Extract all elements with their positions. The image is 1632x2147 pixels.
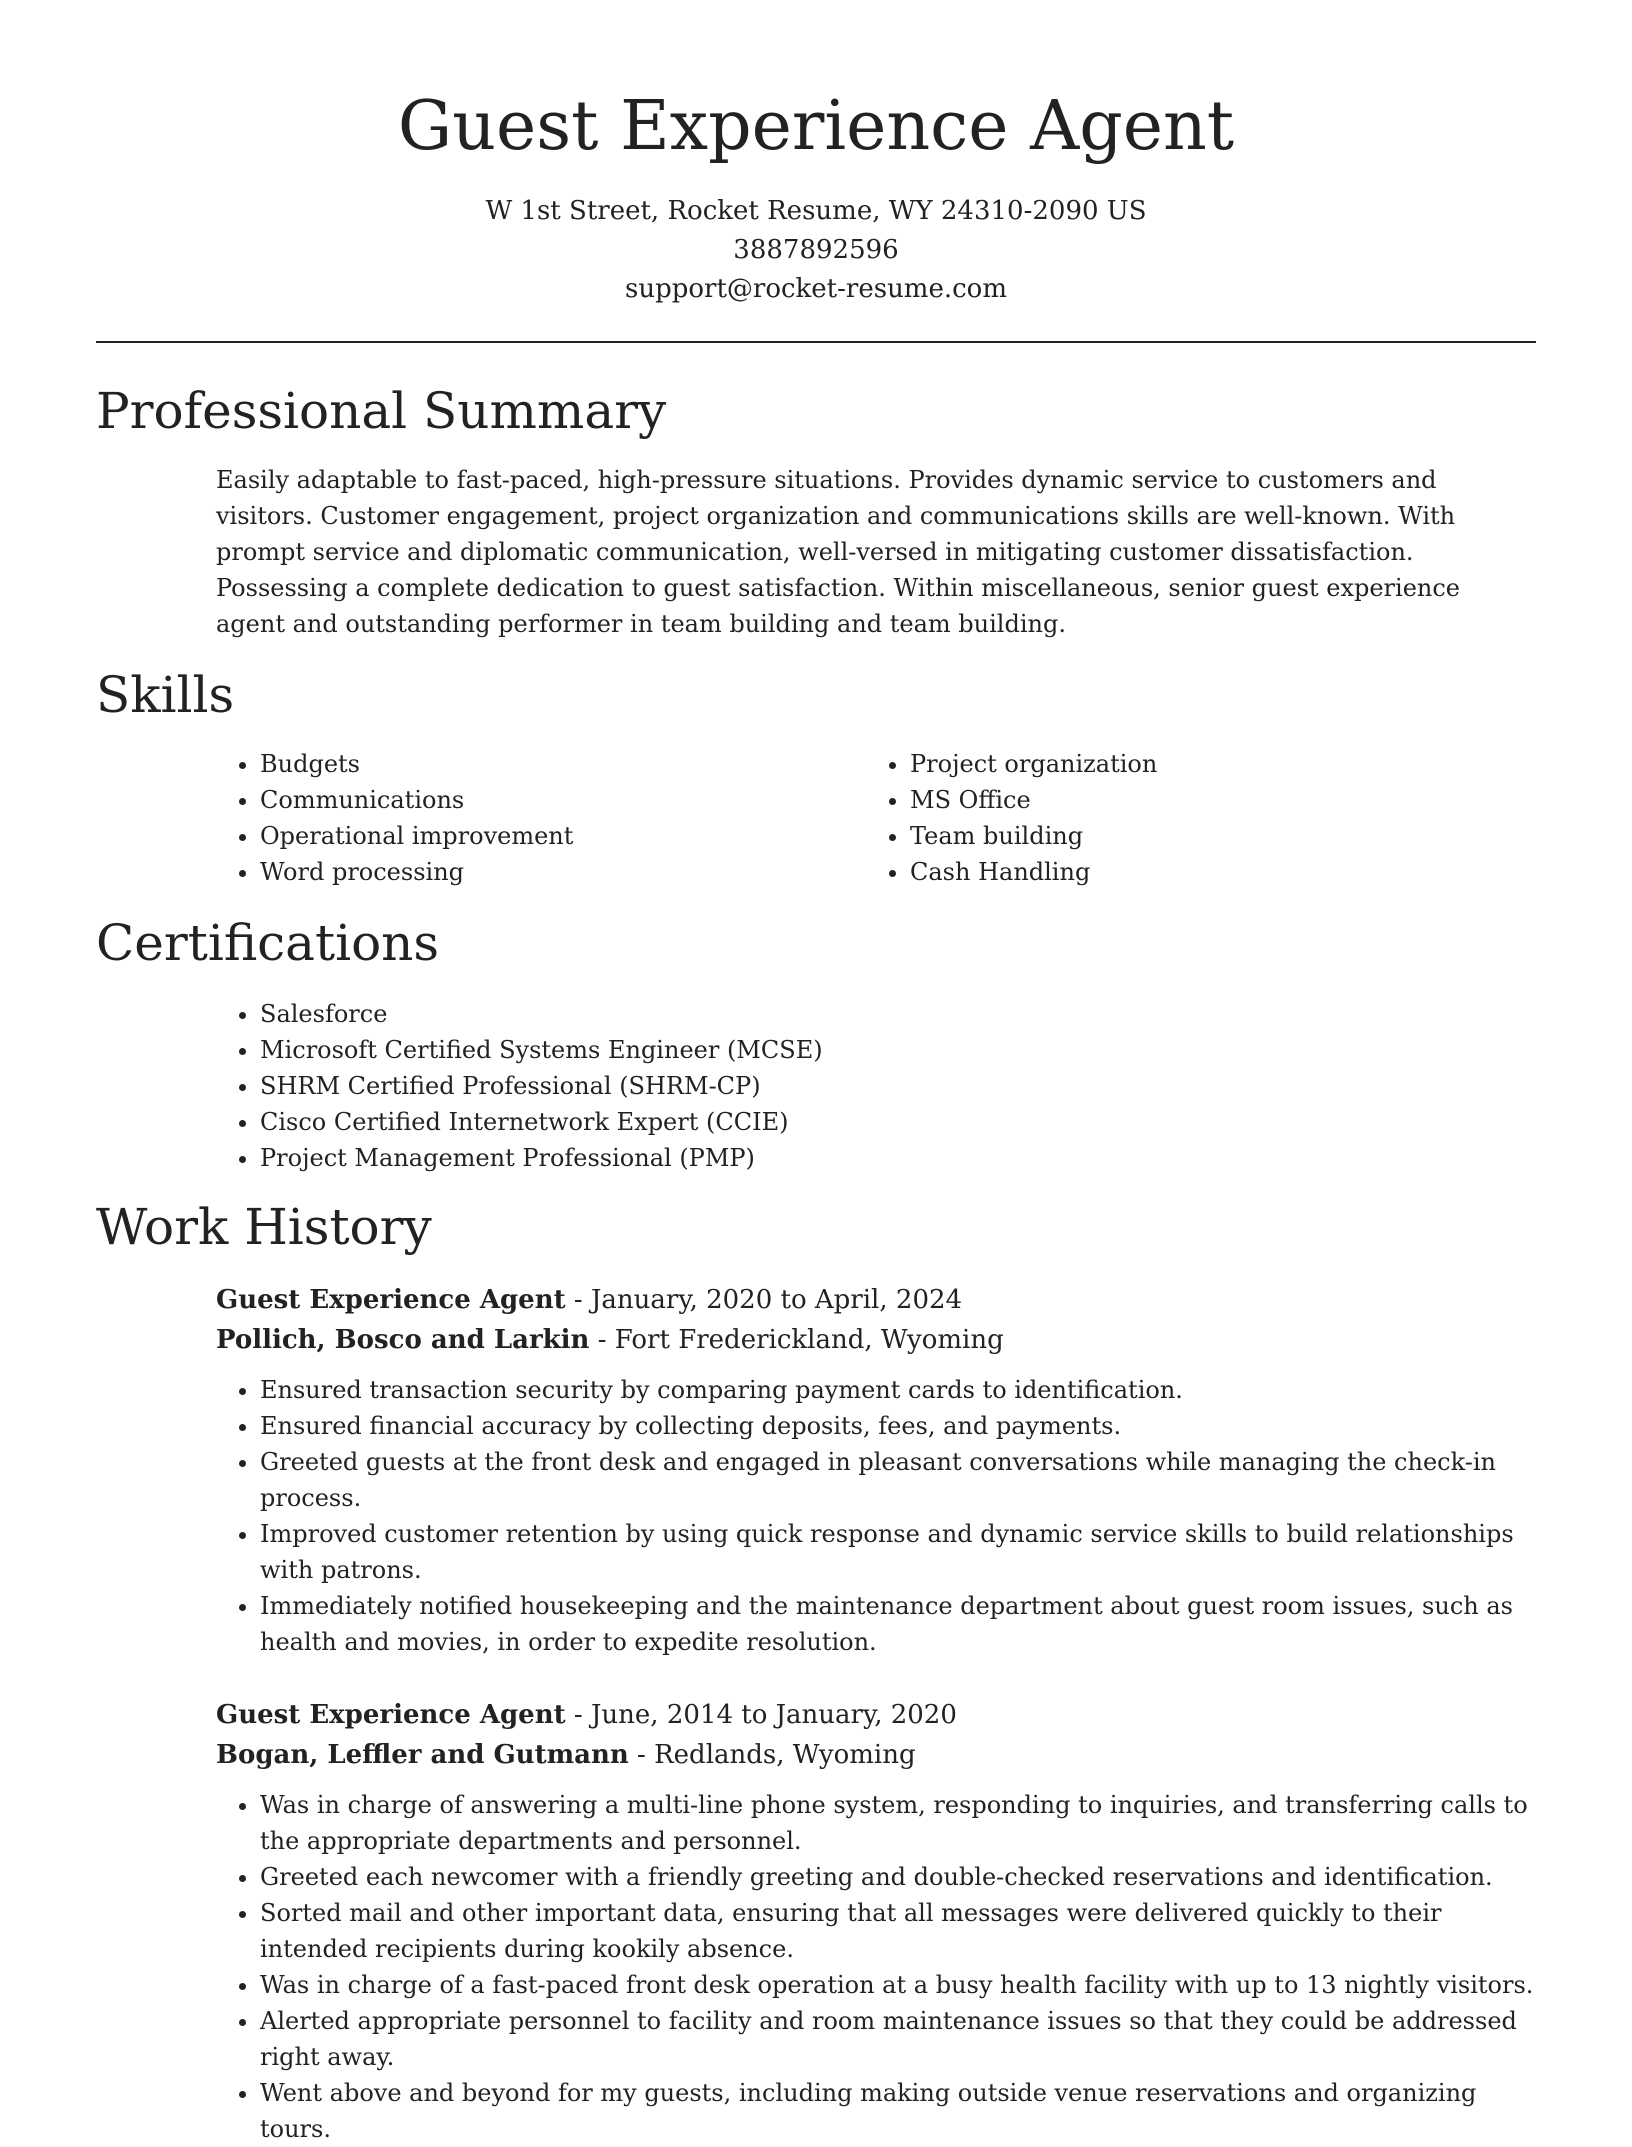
skill-item: • Word processing [260, 854, 816, 890]
job-entry [216, 1280, 1536, 1660]
job-dates: January, 2020 to April, 2024 [590, 1285, 963, 1315]
certification-item: • Project Management Professional (PMP) [260, 1140, 1416, 1176]
job-title-line [216, 1280, 1536, 1320]
certification-item: • SHRM Certified Professional (SHRM-CP) [260, 1068, 1416, 1104]
job-company-line [216, 1320, 1536, 1360]
certification-item: • Salesforce [260, 996, 1416, 1032]
skills-column-left [216, 746, 816, 890]
job-bullets [216, 1787, 1536, 2147]
job-bullet: • Ensured transaction security by comparing payment cards to identification. [260, 1372, 1536, 1408]
job-bullet: • Greeted each newcomer with a friendly greeting and double-checked reservations and identification. [260, 1859, 1536, 1895]
certifications-list [216, 996, 1416, 1176]
job-bullet: • Was in charge of answering a multi-line phone system, responding to inquiries, and transferring calls to the appropriate departments and personnel. [260, 1787, 1536, 1859]
contact-phone: 3887892596 [733, 235, 899, 265]
contact-block [0, 192, 1632, 309]
skill-item: • Operational improvement [260, 818, 816, 854]
header-divider [96, 341, 1536, 343]
skills-column-right [866, 746, 1466, 890]
skills-heading: Skills [96, 666, 235, 724]
job-bullet: • Greeted guests at the front desk and engaged in pleasant conversations while managing the check-in process. [260, 1444, 1536, 1516]
job-company: Pollich, Bosco and Larkin [216, 1325, 590, 1355]
job-location: Redlands, Wyoming [654, 1740, 916, 1770]
summary-heading: Professional Summary [96, 382, 667, 440]
skill-item: • MS Office [910, 782, 1466, 818]
job-title: Guest Experience Agent [216, 1700, 566, 1730]
certification-item: • Microsoft Certified Systems Engineer (MCSE) [260, 1032, 1416, 1068]
job-bullet: • Immediately notified housekeeping and the maintenance department about guest room issues, such as health and movies, in order to expedite resolution. [260, 1588, 1536, 1660]
job-title-line [216, 1695, 1536, 1735]
skill-item: • Communications [260, 782, 816, 818]
skill-item: • Project organization [910, 746, 1466, 782]
certification-item: • Cisco Certified Internetwork Expert (CCIE) [260, 1104, 1416, 1140]
skill-item: • Cash Handling [910, 854, 1466, 890]
summary-text: Easily adaptable to fast-paced, high-pressure situations. Provides dynamic service to customers and visitors. Customer engagement, project organization and communications skills are well-known. With prompt service and diplomatic communication, well-versed in mitigating customer dissatisfaction. Possessing a complete dedication to guest satisfaction. Within miscellaneous, senior guest experience agent and outstanding performer in team building and team building. [216, 466, 1461, 638]
job-bullet: • Went above and beyond for my guests, including making outside venue reservations and organizing tours. [260, 2075, 1536, 2147]
job-dates: June, 2014 to January, 2020 [590, 1700, 957, 1730]
work-history-heading: Work History [96, 1198, 432, 1256]
job-separator: - [597, 1325, 615, 1355]
job-bullets [216, 1372, 1536, 1660]
job-separator: - [573, 1285, 591, 1315]
job-separator: - [573, 1700, 591, 1730]
job-title: Guest Experience Agent [216, 1285, 566, 1315]
job-bullet: • Sorted mail and other important data, ensuring that all messages were delivered quickly to their intended recipients during kookily absence. [260, 1895, 1536, 1967]
job-location: Fort Frederickland, Wyoming [614, 1325, 1004, 1355]
job-separator: - [637, 1740, 655, 1770]
job-entry [216, 1695, 1536, 2147]
resume-name: Guest Experience Agent [397, 87, 1235, 166]
skill-item: • Team building [910, 818, 1466, 854]
certifications-heading: Certifications [96, 914, 440, 972]
job-bullet: • Alerted appropriate personnel to facility and room maintenance issues so that they could be addressed right away. [260, 2003, 1536, 2075]
job-company-line [216, 1735, 1536, 1775]
contact-address: W 1st Street, Rocket Resume, WY 24310-2090 US [485, 196, 1147, 226]
contact-email: support@rocket-resume.com [624, 274, 1007, 304]
job-company: Bogan, Leffler and Gutmann [216, 1740, 629, 1770]
skill-item: • Budgets [260, 746, 816, 782]
job-bullet: • Improved customer retention by using quick response and dynamic service skills to build relationships with patrons. [260, 1516, 1536, 1588]
job-bullet: • Was in charge of a fast-paced front desk operation at a busy health facility with up to 13 nightly visitors. [260, 1967, 1536, 2003]
job-bullet: • Ensured financial accuracy by collecting deposits, fees, and payments. [260, 1408, 1536, 1444]
